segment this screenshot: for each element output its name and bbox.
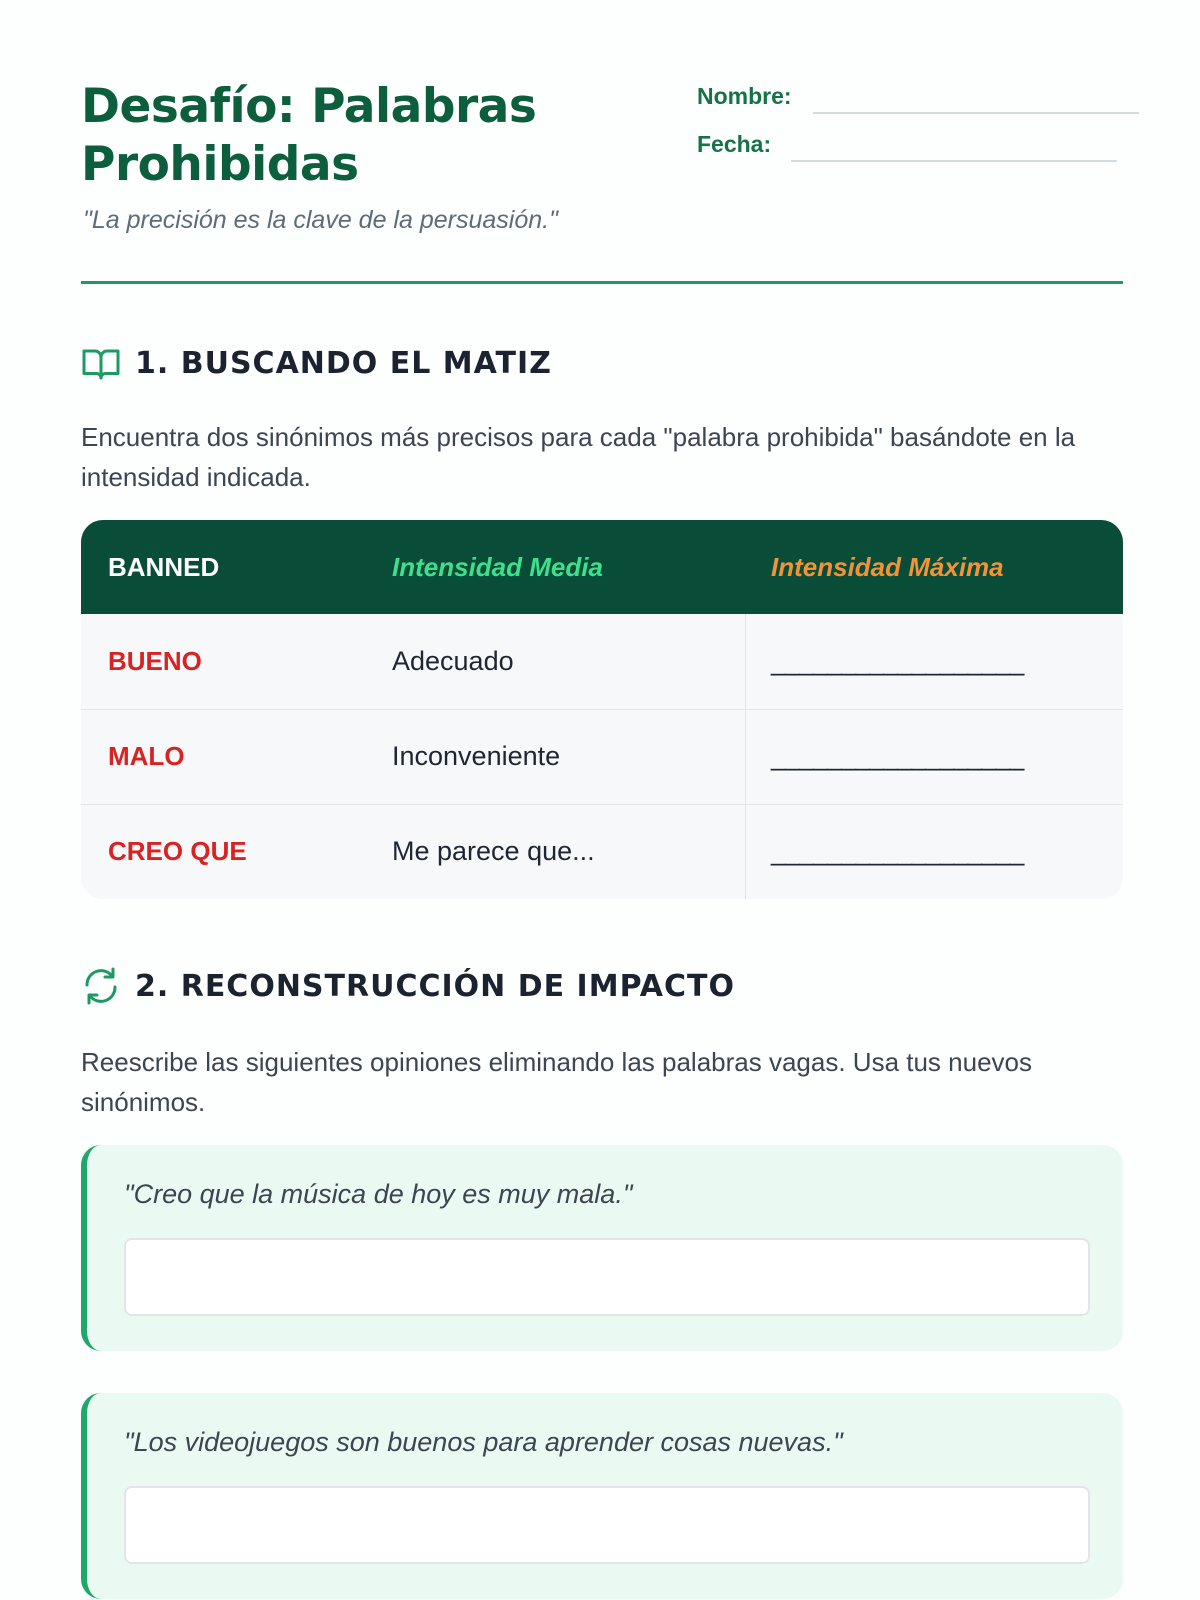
name-label: Nombre: <box>697 83 792 109</box>
answer-input[interactable] <box>124 1486 1090 1564</box>
date-field[interactable] <box>791 160 1117 162</box>
open-book-icon <box>81 343 121 383</box>
column-header-media: Intensidad Media <box>392 552 603 582</box>
page-title: Desafío: Palabras Prohibidas <box>81 79 537 192</box>
column-divider <box>745 614 746 899</box>
exercise-card <box>81 1393 1123 1599</box>
page-subtitle: "La precisión es la clave de la persuasión." <box>83 206 558 234</box>
answer-input[interactable] <box>124 1238 1090 1316</box>
table-row <box>81 614 1123 710</box>
maxima-blank[interactable]: __________________ <box>771 741 1024 771</box>
section-1-description: Encuentra dos sinónimos más precisos para cada "palabra prohibida" basándote en la intensidad indicada. <box>81 422 1076 492</box>
maxima-blank[interactable]: __________________ <box>771 836 1024 866</box>
exercise-quote: "Creo que la música de hoy es muy mala." <box>124 1179 633 1209</box>
table-row <box>81 709 1123 805</box>
section-2-description: Reescribe las siguientes opiniones eliminando las palabras vagas. Usa tus nuevos sinónimos. <box>81 1047 1032 1117</box>
banned-word: BUENO <box>108 646 202 676</box>
media-synonym: Inconveniente <box>392 741 561 771</box>
table-header <box>81 520 1123 614</box>
section-1-title: 1. BUSCANDO EL MATIZ <box>135 345 552 381</box>
exercise-quote: "Los videojuegos son buenos para aprender cosas nuevas." <box>124 1427 843 1457</box>
banned-word: CREO QUE <box>108 836 247 866</box>
column-header-banned: BANNED <box>108 552 220 582</box>
date-label: Fecha: <box>697 131 772 157</box>
section-1-heading <box>81 343 552 383</box>
section-2-heading <box>81 966 735 1006</box>
header-divider <box>81 281 1123 284</box>
banned-word: MALO <box>108 741 185 771</box>
synonyms-table <box>81 520 1123 899</box>
section-2-title: 2. RECONSTRUCCIÓN DE IMPACTO <box>135 968 736 1004</box>
column-header-maxima: Intensidad Máxima <box>771 552 1004 582</box>
exercise-card <box>81 1145 1123 1351</box>
refresh-icon <box>81 966 121 1006</box>
maxima-blank[interactable]: __________________ <box>771 646 1024 676</box>
media-synonym: Adecuado <box>392 646 514 676</box>
media-synonym: Me parece que... <box>392 836 595 866</box>
name-field[interactable] <box>813 112 1139 114</box>
table-row <box>81 804 1123 899</box>
